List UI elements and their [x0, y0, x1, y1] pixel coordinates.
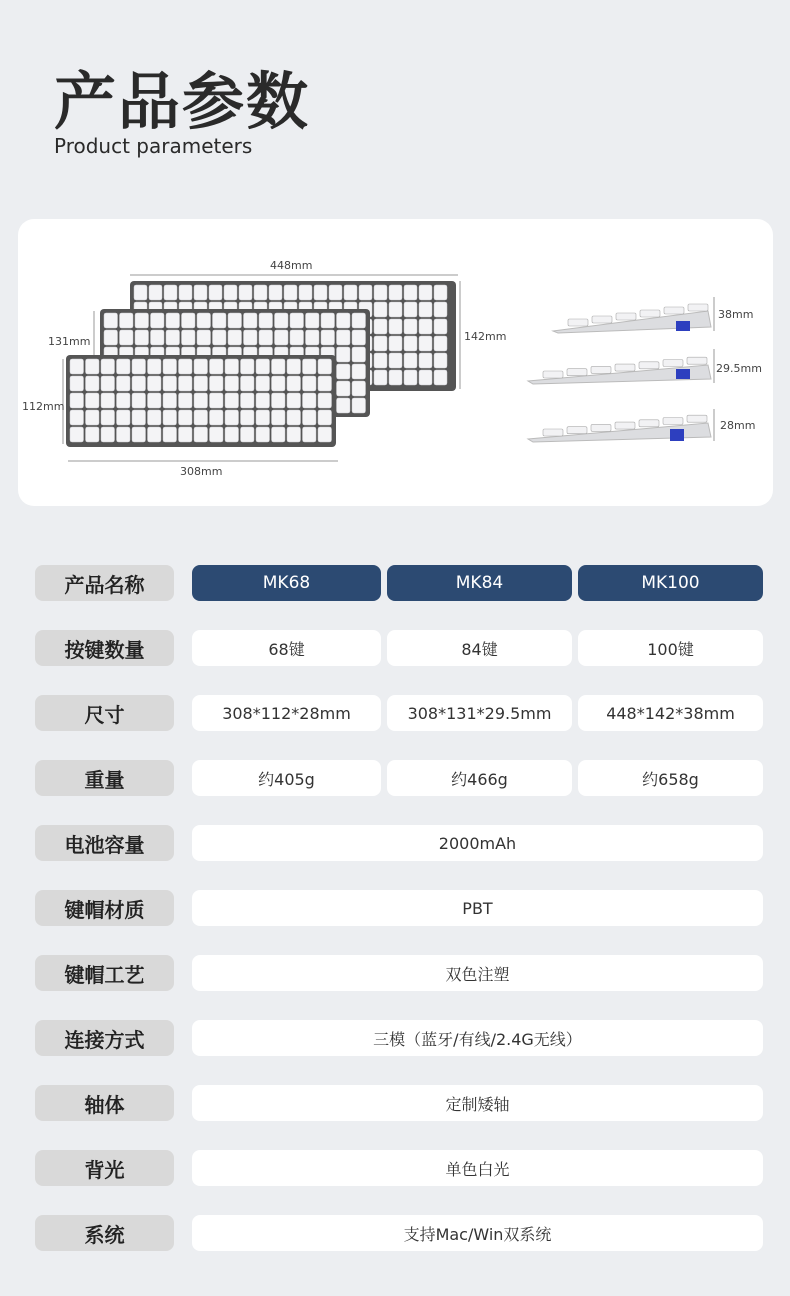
model-header-cell: MK100 — [578, 565, 763, 601]
value-cell: 308*112*28mm — [192, 695, 381, 731]
keycap — [228, 330, 242, 345]
row-label: 重量 — [35, 760, 174, 796]
keycap — [209, 285, 222, 300]
keycap — [210, 359, 224, 374]
side-height-1: 38mm — [718, 308, 754, 321]
keycap — [194, 393, 208, 408]
keycap — [148, 410, 162, 425]
keycap — [306, 313, 320, 328]
keycap — [352, 313, 366, 328]
keycap — [314, 285, 327, 300]
side-keycap — [639, 362, 659, 369]
keycap — [287, 359, 301, 374]
keycap — [117, 393, 131, 408]
keycap — [148, 376, 162, 391]
keycap — [225, 376, 239, 391]
keycap — [104, 313, 118, 328]
keycap — [404, 353, 417, 368]
keycap — [434, 336, 447, 351]
keycap — [272, 393, 286, 408]
keycap — [374, 336, 387, 351]
value-cell: PBT — [192, 890, 763, 926]
keycap — [434, 302, 447, 317]
side-keycap — [687, 357, 707, 364]
side-keycap — [568, 319, 588, 326]
row-label: 电池容量 — [35, 825, 174, 861]
keycap — [344, 285, 357, 300]
keycap — [148, 427, 162, 442]
keyboard-mk68 — [66, 355, 336, 447]
side-keycap — [591, 424, 611, 431]
row-keycap-process — [35, 955, 763, 991]
keycap — [70, 410, 84, 425]
keycap — [321, 330, 335, 345]
side-keycap — [688, 304, 708, 311]
keycap — [104, 330, 118, 345]
row-weight — [35, 760, 763, 796]
keycap — [244, 330, 258, 345]
keycap — [352, 381, 366, 396]
keycap — [404, 336, 417, 351]
keycap — [163, 359, 177, 374]
keycap — [210, 376, 224, 391]
keycap — [241, 359, 255, 374]
keycap — [337, 364, 351, 379]
row-connection — [35, 1020, 763, 1056]
keycap — [194, 427, 208, 442]
keycap — [321, 313, 335, 328]
keycap — [148, 393, 162, 408]
keycap — [101, 376, 115, 391]
keycap — [259, 313, 273, 328]
keycap — [419, 336, 432, 351]
keycap — [374, 319, 387, 334]
keycap — [194, 376, 208, 391]
value-cell: 双色注塑 — [192, 955, 763, 991]
keycap — [239, 285, 252, 300]
value-cell: 308*131*29.5mm — [387, 695, 572, 731]
keycap — [241, 410, 255, 425]
side-keycap — [664, 307, 684, 314]
side-height-2: 29.5mm — [716, 362, 762, 375]
keycap — [337, 330, 351, 345]
keycap — [389, 285, 402, 300]
keycap — [256, 427, 270, 442]
keycap — [419, 285, 432, 300]
keycap — [434, 319, 447, 334]
keycap — [256, 410, 270, 425]
keycap — [244, 313, 258, 328]
keycap — [272, 376, 286, 391]
keycap — [166, 313, 180, 328]
keycap — [241, 376, 255, 391]
keycap — [256, 376, 270, 391]
keycap — [337, 398, 351, 413]
row-label: 连接方式 — [35, 1020, 174, 1056]
keycap — [225, 393, 239, 408]
side-keycap — [640, 310, 660, 317]
keycap — [287, 427, 301, 442]
keycap — [132, 410, 146, 425]
keycap — [179, 410, 193, 425]
page-title: 产品参数 — [54, 65, 311, 138]
keycap — [224, 285, 237, 300]
keycap — [135, 330, 149, 345]
keycap — [419, 302, 432, 317]
keycap — [284, 285, 297, 300]
keycap — [359, 285, 372, 300]
keycap — [210, 427, 224, 442]
keycap — [132, 427, 146, 442]
keycap — [163, 376, 177, 391]
keycap — [225, 410, 239, 425]
value-cell: 84键 — [387, 630, 572, 666]
keycap — [318, 393, 332, 408]
keycap — [101, 427, 115, 442]
keycap — [213, 330, 227, 345]
keycap — [272, 410, 286, 425]
keycap — [404, 285, 417, 300]
keycap — [434, 285, 447, 300]
row-label: 按键数量 — [35, 630, 174, 666]
keycap — [86, 427, 100, 442]
keycap — [241, 427, 255, 442]
keycap — [419, 319, 432, 334]
keycap — [182, 330, 196, 345]
keycap — [228, 313, 242, 328]
page-subtitle: Product parameters — [54, 134, 253, 158]
value-cell: 定制矮轴 — [192, 1085, 763, 1121]
keycap — [210, 410, 224, 425]
side-view-mk68 — [528, 409, 755, 442]
value-cell: 约405g — [192, 760, 381, 796]
side-keycap — [543, 371, 563, 378]
dim-height-full: 142mm — [464, 330, 507, 343]
side-keycap — [615, 422, 635, 429]
row-backlight — [35, 1150, 763, 1186]
keycap — [101, 410, 115, 425]
keycap — [70, 359, 84, 374]
keycap — [166, 330, 180, 345]
row-product-name — [35, 565, 763, 601]
keycap — [151, 313, 165, 328]
keycap — [318, 376, 332, 391]
keycap — [352, 330, 366, 345]
keycap — [197, 313, 211, 328]
keycap — [290, 330, 304, 345]
keycap — [101, 359, 115, 374]
side-keycap — [543, 429, 563, 436]
keycap — [303, 359, 317, 374]
keycap — [256, 393, 270, 408]
side-keycap — [663, 360, 683, 367]
keycap — [337, 313, 351, 328]
keycap — [163, 427, 177, 442]
side-keycap — [615, 364, 635, 371]
keycap — [70, 376, 84, 391]
keycap — [86, 359, 100, 374]
keycap — [163, 410, 177, 425]
value-cell: 100键 — [578, 630, 763, 666]
keycap — [132, 393, 146, 408]
dim-height-small: 112mm — [22, 400, 65, 413]
keycap — [389, 302, 402, 317]
keycap — [149, 285, 162, 300]
row-label: 背光 — [35, 1150, 174, 1186]
keycap — [389, 370, 402, 385]
keycap — [434, 370, 447, 385]
row-size — [35, 695, 763, 731]
keycap — [287, 376, 301, 391]
keycap — [419, 353, 432, 368]
keycap — [70, 393, 84, 408]
keycap — [132, 376, 146, 391]
side-height-3: 28mm — [720, 419, 756, 432]
side-view-mk84 — [528, 349, 762, 384]
keycap — [241, 393, 255, 408]
value-cell: 单色白光 — [192, 1150, 763, 1186]
keycap — [120, 313, 134, 328]
side-keycap — [639, 420, 659, 427]
keycap — [117, 410, 131, 425]
value-cell: 68键 — [192, 630, 381, 666]
keycap — [272, 359, 286, 374]
keycap — [135, 313, 149, 328]
keycap — [117, 376, 131, 391]
keycap — [164, 285, 177, 300]
value-cell: 约466g — [387, 760, 572, 796]
value-cell: 2000mAh — [192, 825, 763, 861]
keycap — [213, 313, 227, 328]
keycap — [287, 393, 301, 408]
keycap — [303, 393, 317, 408]
model-header-cell: MK84 — [387, 565, 572, 601]
keycap — [117, 427, 131, 442]
keycap — [120, 330, 134, 345]
keyboard-illustration-panel — [18, 219, 773, 506]
keycap — [101, 393, 115, 408]
keycap — [151, 330, 165, 345]
keycap — [194, 410, 208, 425]
row-keycap-material — [35, 890, 763, 926]
keycap — [225, 359, 239, 374]
side-keycap — [687, 415, 707, 422]
keycap — [389, 336, 402, 351]
row-label: 尺寸 — [35, 695, 174, 731]
keycap — [389, 319, 402, 334]
keycap — [179, 359, 193, 374]
side-view-mk100 — [553, 297, 753, 333]
keycap — [134, 285, 147, 300]
keycap — [132, 359, 146, 374]
keycap — [163, 393, 177, 408]
keycap — [389, 353, 402, 368]
value-cell: 448*142*38mm — [578, 695, 763, 731]
keycap — [287, 410, 301, 425]
keycap — [254, 285, 267, 300]
keycap — [352, 347, 366, 362]
row-system — [35, 1215, 763, 1251]
side-keycap — [663, 418, 683, 425]
side-keycap — [567, 427, 587, 434]
keycap — [179, 427, 193, 442]
keycap — [148, 359, 162, 374]
dim-width-full: 448mm — [270, 259, 313, 272]
row-switch — [35, 1085, 763, 1121]
keycap — [86, 393, 100, 408]
side-keycap — [616, 313, 636, 320]
keycap — [303, 376, 317, 391]
keycap — [194, 285, 207, 300]
keycap — [352, 398, 366, 413]
keycap — [404, 319, 417, 334]
keycap — [269, 285, 282, 300]
keycap — [179, 393, 193, 408]
keyboard-illustration — [18, 219, 773, 506]
keycap — [179, 376, 193, 391]
row-key-count — [35, 630, 763, 666]
value-cell: 约658g — [578, 760, 763, 796]
keycap — [404, 302, 417, 317]
keycap — [70, 427, 84, 442]
keycap — [299, 285, 312, 300]
keycap — [404, 370, 417, 385]
keycap — [337, 347, 351, 362]
keycap — [225, 427, 239, 442]
keycap — [275, 330, 289, 345]
keycap — [329, 285, 342, 300]
side-keycap — [592, 316, 612, 323]
keycap — [318, 410, 332, 425]
keycap — [182, 313, 196, 328]
keycap — [318, 427, 332, 442]
keycap — [86, 376, 100, 391]
keycap — [318, 359, 332, 374]
keycap — [259, 330, 273, 345]
keycap — [434, 353, 447, 368]
value-cell: 支持Mac/Win双系统 — [192, 1215, 763, 1251]
dim-height-mid: 131mm — [48, 335, 91, 348]
keycap — [374, 370, 387, 385]
row-label: 键帽材质 — [35, 890, 174, 926]
keycap — [337, 381, 351, 396]
keycap — [303, 427, 317, 442]
keycap — [374, 353, 387, 368]
keycap — [352, 364, 366, 379]
row-label: 轴体 — [35, 1085, 174, 1121]
keycap — [86, 410, 100, 425]
keycap — [419, 370, 432, 385]
row-label: 键帽工艺 — [35, 955, 174, 991]
row-label: 系统 — [35, 1215, 174, 1251]
keycap — [256, 359, 270, 374]
side-keycap — [567, 369, 587, 376]
keycap — [117, 359, 131, 374]
keycap — [197, 330, 211, 345]
keycap — [272, 427, 286, 442]
keycap — [303, 410, 317, 425]
row-battery — [35, 825, 763, 861]
model-header-cell: MK68 — [192, 565, 381, 601]
keycap — [306, 330, 320, 345]
keycap — [179, 285, 192, 300]
keycap — [275, 313, 289, 328]
row-label: 产品名称 — [35, 565, 174, 601]
keycap — [374, 285, 387, 300]
side-keycap — [591, 366, 611, 373]
keycap — [194, 359, 208, 374]
dim-width-small: 308mm — [180, 465, 223, 478]
keycap — [374, 302, 387, 317]
keycap — [290, 313, 304, 328]
value-cell: 三模（蓝牙/有线/2.4G无线） — [192, 1020, 763, 1056]
keycap — [210, 393, 224, 408]
